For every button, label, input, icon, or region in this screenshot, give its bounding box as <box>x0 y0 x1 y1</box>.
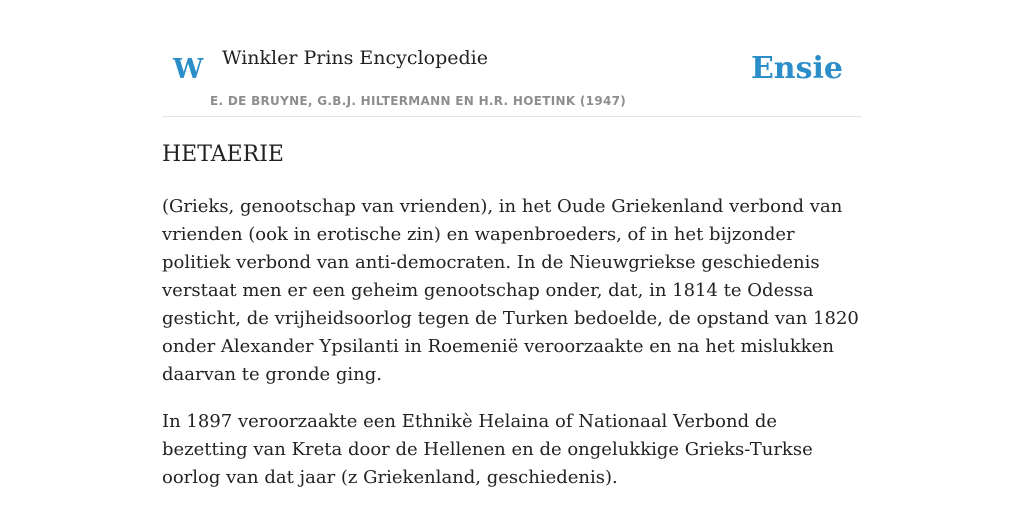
article-content <box>162 140 862 492</box>
article-paragraph: In 1897 veroorzaakte een Ethnikè Helaina of Nationaal Verbond de bezetting van Kreta door de Hellenen en de ongelukkige Grieks-Turkse oorlog van dat jaar (z Griekenland, geschiedenis). <box>162 411 813 488</box>
source-header <box>162 0 862 117</box>
source-authors: E. DE BRUYNE, G.B.J. HILTERMANN EN H.R. HOETINK (1947) <box>210 94 627 108</box>
winkler-prins-logo[interactable]: W <box>173 54 204 85</box>
ensie-brand-logo[interactable]: Ensie <box>750 51 843 86</box>
article-paragraph: (Grieks, genootschap van vrienden), in het Oude Griekenland verbond van vrienden (ook in erotische zin) en wapenbroeders, of in het bijzonder politiek verbond van anti-democraten. In de Nieuwgriekse geschiedenis verstaat men er een geheim genootschap onder, dat, in 1814 te Odessa gesticht, de vrijheidsoorlog tegen de Turken bedoelde, de opstand van 1820 onder Alexander Ypsilanti in Roemenië veroorzaakte en na het mislukken daarvan te gronde ging. <box>162 196 859 385</box>
source-title-link[interactable]: Winkler Prins Encyclopedie <box>222 47 488 69</box>
entry-title: HETAERIE <box>162 142 284 167</box>
